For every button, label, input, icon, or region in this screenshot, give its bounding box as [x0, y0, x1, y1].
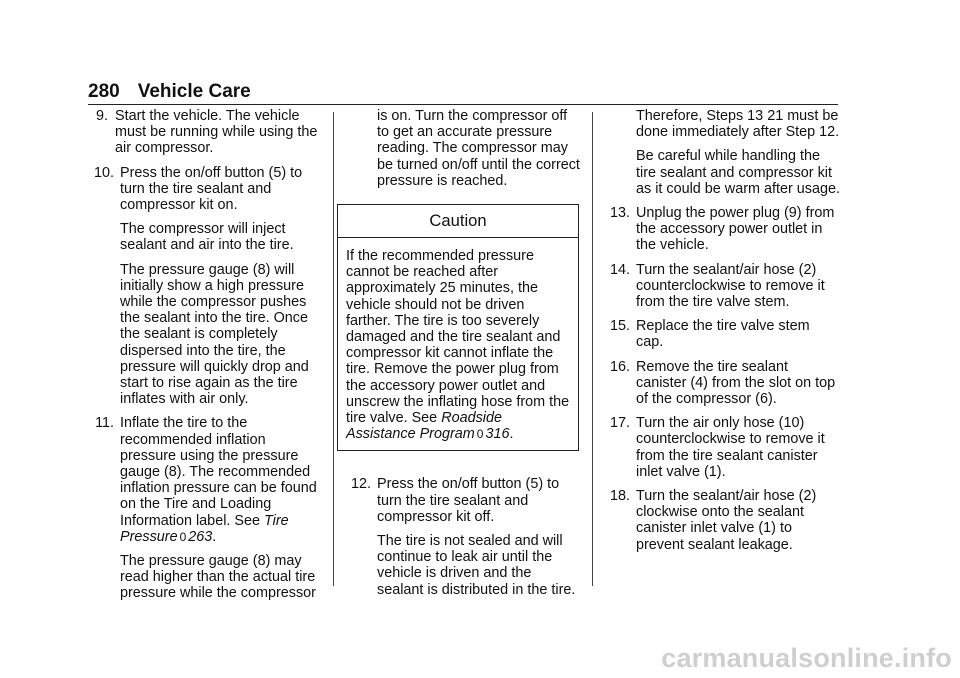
- step-number: 11.: [95, 415, 114, 432]
- continued-note-1: Therefore, Steps 13 21 must be done immediately after Step 12.: [636, 108, 840, 141]
- page-number: 280: [88, 81, 120, 102]
- step-text: Turn the air only hose (10) counterclockwise to remove it from the tire sealant canister inlet valve (1).: [636, 415, 825, 480]
- step-text: Remove the tire sealant canister (4) from the slot on top of the compressor (6).: [636, 358, 836, 408]
- step-12: [345, 476, 581, 525]
- step-number: 17.: [609, 415, 630, 432]
- sentence-end: .: [212, 528, 217, 545]
- continued-text: is on. Turn the compressor off to get an accurate pressure reading. The compressor may be turned on/off until the correct pressure is reached.: [377, 108, 580, 189]
- step-15: [604, 318, 840, 350]
- column-1: [88, 108, 324, 602]
- step-11-note-1: The pressure gauge (8) may read higher than the actual tire pressure while the compressor: [120, 553, 316, 602]
- step-number: 12.: [350, 476, 371, 493]
- step-11: [88, 415, 324, 545]
- continued-note-2: Be careful while handling the tire sealant and compressor kit as it could be warm after usage.: [636, 148, 840, 197]
- step-text: Turn the sealant/air hose (2) counterclockwise to remove it from the tire valve stem.: [636, 261, 825, 311]
- caution-title: Caution: [338, 205, 578, 238]
- step-text: Turn the sealant/air hose (2) clockwise onto the sealant canister inlet valve (1) to prevent sealant leakage.: [636, 488, 817, 553]
- page-ref-number[interactable]: 263: [188, 528, 213, 545]
- header-rule: [88, 104, 838, 105]
- step-text: Press the on/off button (5) to turn the tire sealant and compressor kit on.: [120, 164, 303, 214]
- step-text: Unplug the power plug (9) from the accessory power outlet in the vehicle.: [636, 205, 835, 254]
- page-ref-icon: 0: [179, 529, 187, 544]
- step-10: [88, 165, 324, 214]
- step-number: 9.: [95, 108, 108, 124]
- step-14: [604, 262, 840, 311]
- roadside-assistance-link[interactable]: Roadside Assistance Program: [346, 410, 502, 443]
- step-18: [604, 488, 840, 553]
- column-2: [345, 108, 581, 598]
- step-text: Inflate the tire to the recommended inflation pressure using the pressure gauge (8). The recommended inflation pressure can be found on the Tire and Loading Information label. See: [120, 415, 317, 529]
- column-3: [604, 108, 840, 553]
- step-text: Start the vehicle. The vehicle must be running while using the air compressor.: [115, 108, 318, 157]
- section-title: Vehicle Care: [137, 81, 251, 102]
- step-number: 10.: [93, 164, 114, 181]
- page-ref-icon: 0: [476, 427, 484, 442]
- page-header: [88, 80, 838, 104]
- step-12-note-1: The tire is not sealed and will continue to leak air until the vehicle is driven and the sealant is distributed in the tire.: [377, 533, 576, 598]
- step-17: [604, 415, 840, 480]
- step-text: Replace the tire valve stem cap.: [636, 318, 810, 351]
- page-ref-number[interactable]: 316: [485, 426, 510, 443]
- step-number: 14.: [609, 261, 630, 278]
- step-number: 16.: [609, 358, 630, 375]
- step-10-note-2: The pressure gauge (8) will initially show a high pressure while the compressor pushes the sealant into the tire. Once the sealant is completely dispersed into the tire, the pressure will quickly drop and start to rise again as the tire inflates with air only.: [120, 261, 309, 408]
- step-13: [604, 205, 840, 254]
- step-text: Press the on/off button (5) to turn the tire sealant and compressor kit off.: [377, 476, 560, 525]
- step-number: 13.: [609, 205, 630, 222]
- caution-box: [337, 204, 579, 451]
- caution-body: [338, 238, 578, 450]
- step-16: [604, 359, 840, 408]
- sentence-end: .: [509, 426, 514, 443]
- step-10-note-1: The compressor will inject sealant and air into the tire.: [120, 221, 294, 254]
- step-9: [88, 108, 324, 157]
- caution-text: If the recommended pressure cannot be reached after approximately 25 minutes, the vehicle should not be driven farther. The tire is too severely damaged and the tire sealant and compressor kit cannot inflate the tire. Remove the power plug from the accessory power outlet and unscrew the inflating hose from the tire valve. See: [346, 248, 570, 427]
- column-divider-1: [333, 112, 334, 586]
- column-divider-2: [592, 112, 593, 586]
- step-number: 15.: [609, 318, 630, 335]
- step-number: 18.: [609, 488, 630, 505]
- tire-pressure-link[interactable]: Tire Pressure: [120, 512, 289, 545]
- watermark: carmanualsonline.info: [661, 643, 952, 673]
